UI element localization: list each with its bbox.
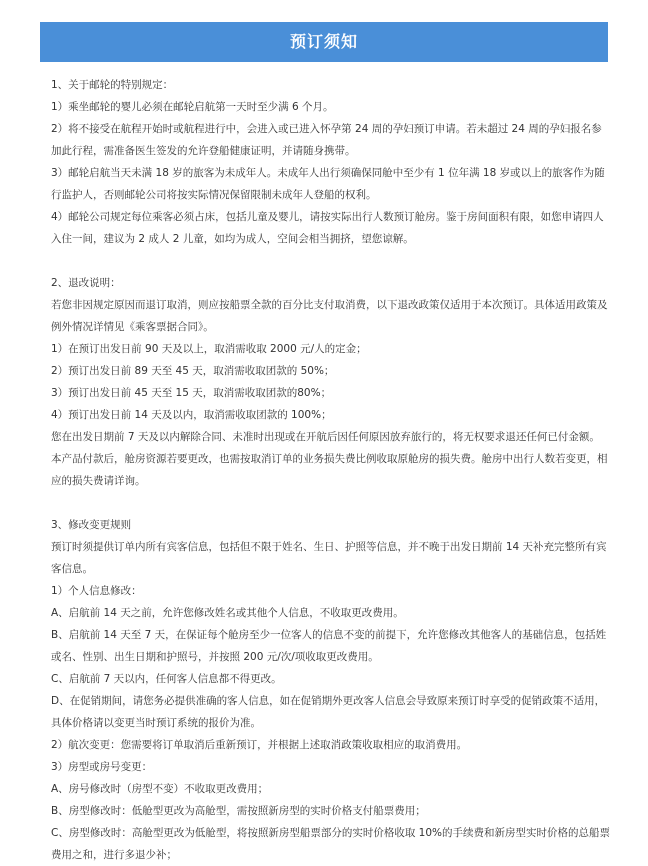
section-item: A、房号修改时（房型不变）不收取更改费用； [51, 783, 269, 795]
page-title: 预订须知 [40, 22, 608, 62]
section-item: 您在出发日期前 7 天及以内解除合同、未准时出现或在开航后因任何原因放弃旅行的，将无权要求退还任何已付金额。 [51, 431, 600, 443]
section-item: 4）邮轮公司规定每位乘客必须占床，包括儿童及婴儿，请按实际出行人数预订舱房。鉴于房间面积有限，如您申请四人入住一间，建议为 2 成人 2 儿童，如均为成人，空间会相当拥挤，望您谅解。 [51, 211, 604, 245]
section-item: 预订时须提供订单内所有宾客信息，包括但不限于姓名、生日、护照等信息，并不晚于出发日期前 14 天补充完整所有宾客信息。 [51, 541, 607, 575]
notice-content [51, 74, 611, 866]
section-item: C、启航前 7 天以内，任何客人信息都不得更改。 [51, 673, 282, 685]
section-spacer [51, 492, 611, 514]
section-item: 1）乘坐邮轮的婴儿必须在邮轮启航第一天时至少满 6 个月。 [51, 101, 334, 113]
section-item: B、启航前 14 天至 7 天，在保证每个舱房至少一位客人的信息不变的前提下，允许您修改其他客人的基础信息，包括姓或名、性别、出生日期和护照号，并按照 200 元/次/项收取更改费用。 [51, 629, 607, 663]
section-item: 2）预订出发日前 89 天至 45 天，取消需收取团款的 50%； [51, 365, 335, 377]
section-item: 本产品付款后，舱房资源若要更改，也需按取消订单的业务损失费比例收取原舱房的损失费。舱房中出行人数若变更，相应的损失费请详询。 [51, 453, 608, 487]
section-heading: 1、关于邮轮的特别规定： [51, 79, 174, 91]
section-heading: 2、退改说明： [51, 277, 121, 289]
section-item: C、房型修改时：高舱型更改为低舱型，将按照新房型船票部分的实时价格收取 10%的手续费和新房型实时价格的总船票费用之和，进行多退少补； [51, 827, 611, 861]
section-item: 2）将不接受在航程开始时或航程进行中，会进入或已进入怀孕第 24 周的孕妇预订申请。若未超过 24 周的孕妇报名参加此行程，需准备医生签发的允许登船健康证明，并请随身携带。 [51, 123, 602, 157]
section-item: 3）房型或房号变更： [51, 761, 153, 773]
section-item: 2）航次变更：您需要将订单取消后重新预订，并根据上述取消政策收取相应的取消费用。 [51, 739, 468, 751]
section-spacer [51, 250, 611, 272]
section-item: 4）预订出发日前 14 天及以内，取消需收取团款的 100%； [51, 409, 332, 421]
section-heading: 3、修改变更规则 [51, 519, 132, 531]
section-item: 3）邮轮启航当天未满 18 岁的旅客为未成年人。未成年人出行须确保同舱中至少有 1 位年满 18 岁或以上的旅客作为随行监护人，否则邮轮公司将按实际情况保留限制未成年人登船的权利。 [51, 167, 605, 201]
section-item: D、在促销期间，请您务必提供准确的客人信息，如在促销期外更改客人信息会导致原来预订时享受的促销政策不适用，具体价格请以变更当时预订系统的报价为准。 [51, 695, 606, 729]
section-item: 1）个人信息修改： [51, 585, 142, 597]
section-item: 1）在预订出发日前 90 天及以上，取消需收取 2000 元/人的定金； [51, 343, 367, 355]
section-item: 若您非因规定原因而退订取消，则应按船票全款的百分比支付取消费，以下退改政策仅适用于本次预订。具体适用政策及例外情况详情见《乘客票据合同》。 [51, 299, 608, 333]
section-item: 3）预订出发日前 45 天至 15 天，取消需收取团款的80%； [51, 387, 332, 399]
section-item: B、房型修改时：低舱型更改为高舱型，需按照新房型的实时价格支付船票费用； [51, 805, 426, 817]
section-item: A、启航前 14 天之前，允许您修改姓名或其他个人信息，不收取更改费用。 [51, 607, 404, 619]
